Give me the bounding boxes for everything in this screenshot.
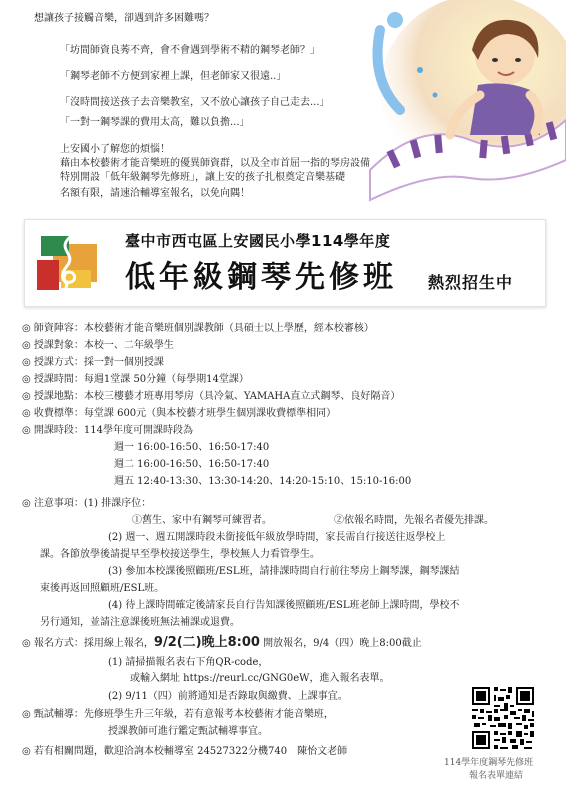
intro-line-2: 藉由本校藝術才能音樂班的優異師資群，以及全市首屈一指的琴房設備 bbox=[60, 158, 370, 169]
registration-suffix: 開放報名，9/4（四）晚上8:00截止 bbox=[259, 638, 422, 649]
complaint-4: 「一對一鋼琴課的費用太高，難以負擔...」 bbox=[60, 117, 250, 128]
audition-line1: ◎ 甄試輔導：先修班學生升三年級，若有意報考本校藝術才能音樂班， bbox=[22, 709, 334, 720]
audition-line2: 授課教師可進行鑑定甄試輔導事宜。 bbox=[108, 726, 268, 737]
title-banner bbox=[24, 219, 546, 307]
piano-child-illustration bbox=[360, 0, 566, 205]
recruit-badge: 熱烈招生中 bbox=[428, 273, 514, 292]
registration-step1b[interactable]: 或輸入網址 https://reurl.cc/GNG0eW，進入報名表單。 bbox=[130, 673, 390, 684]
school-title: 臺中市西屯區上安國民小學114學年度 bbox=[125, 232, 391, 250]
class-title: 低年級鋼琴先修班 bbox=[125, 260, 397, 295]
qr-caption-2: 報名表單連結 bbox=[469, 771, 524, 781]
info-fee: ◎ 收費標準：每堂課 600元（與本校藝才班學生個別課收費標準相同） bbox=[22, 408, 337, 419]
qr-caption-1: 114學年度鋼琴先修班 bbox=[444, 758, 534, 768]
registration-step2: (2) 9/11（四）前將通知是否錄取與繳費、上課事宜。 bbox=[108, 691, 348, 702]
contact-line: ◎ 若有相關問題，歡迎洽詢本校輔導室 24527322分機740 陳怡文老師 bbox=[22, 746, 348, 757]
info-teachers: ◎ 師資陣容：本校藝術才能音樂班個別課教師（具碩士以上學歷，經本校審核） bbox=[22, 323, 374, 334]
info-method: ◎ 授課方式：採一對一個別授課 bbox=[22, 357, 164, 368]
notes-item4-line1: (4) 待上課時間確定後請家長自行告知課後照顧班/ESL班老師上課時間，學校不 bbox=[108, 600, 460, 611]
intro-question: 想讓孩子接觸音樂，卻遇到許多困難嗎？ bbox=[34, 13, 214, 24]
notes-priority-1: ①舊生、家中有鋼琴可練習者。 bbox=[132, 515, 272, 526]
schedule-friday: 週五 12:40-13:30、13:30-14:20、14:20-15:10、15:10-16:00 bbox=[114, 476, 412, 487]
notes-item3-line1: (3) 參加本校課後照顧班/ESL班，請排課時間自行前往琴房上鋼琴課，鋼琴課結 bbox=[108, 566, 460, 577]
complaint-3: 「沒時間接送孩子去音樂教室，又不放心讓孩子自己走去...」 bbox=[60, 97, 330, 108]
notes-heading: ◎ 注意事項：(1) 排課序位： bbox=[22, 498, 152, 509]
info-location: ◎ 授課地點：本校三樓藝才班專用琴房（具冷氣、YAMAHA直立式鋼琴、良好隔音） bbox=[22, 391, 401, 402]
notes-item2-line1: (2) 週一、週五開課時段未銜接低年級放學時間，家長需自行接送往返學校上 bbox=[108, 532, 446, 543]
registration-start: 9/2(二)晚上8:00 bbox=[153, 635, 260, 650]
registration-line bbox=[22, 635, 422, 652]
registration-step1a: (1) 請掃描報名表右下角QR-code， bbox=[108, 657, 269, 668]
complaint-2: 「鋼琴老師不方便到家裡上課，但老師家又很遠..」 bbox=[60, 71, 287, 82]
notes-item3-line2: 束後再返回照顧班/ESL班。 bbox=[40, 583, 165, 594]
registration-prefix: ◎ 報名方式：採用線上報名， bbox=[22, 638, 154, 649]
info-target: ◎ 授課對象：本校一、二年級學生 bbox=[22, 340, 174, 351]
treble-clef-logo-icon bbox=[33, 230, 99, 294]
intro-line-1: 上安國小了解您的煩惱！ bbox=[60, 144, 170, 155]
notes-item2-line2: 課。各節放學後請提早至學校接送學生，學校無人力看管學生。 bbox=[40, 549, 320, 560]
intro-line-3: 特別開設「低年級鋼琴先修班」，讓上安的孩子扎根奠定音樂基礎 bbox=[60, 172, 345, 183]
notes-item4-line2: 另行通知，並請注意課後班無法補課或退費。 bbox=[40, 617, 240, 628]
schedule-tuesday: 週二 16:00-16:50、16:50-17:40 bbox=[114, 459, 270, 470]
info-periods: ◎ 開課時段：114學年度可開課時段為 bbox=[22, 425, 193, 436]
notes-priority-2: ②依報名時間，先報名者優先排課。 bbox=[334, 515, 494, 526]
complaint-1: 「坊間師資良莠不齊，會不會遇到學術不精的鋼琴老師？」 bbox=[60, 45, 320, 56]
qr-code-icon[interactable] bbox=[470, 685, 536, 751]
schedule-monday: 週一 16:00-16:50、16:50-17:40 bbox=[114, 442, 270, 453]
info-time: ◎ 授課時間：每週1堂課 50分鐘（每學期14堂課） bbox=[22, 374, 249, 385]
intro-line-4: 名額有限，請速洽輔導室報名，以免向隅！ bbox=[60, 188, 250, 199]
